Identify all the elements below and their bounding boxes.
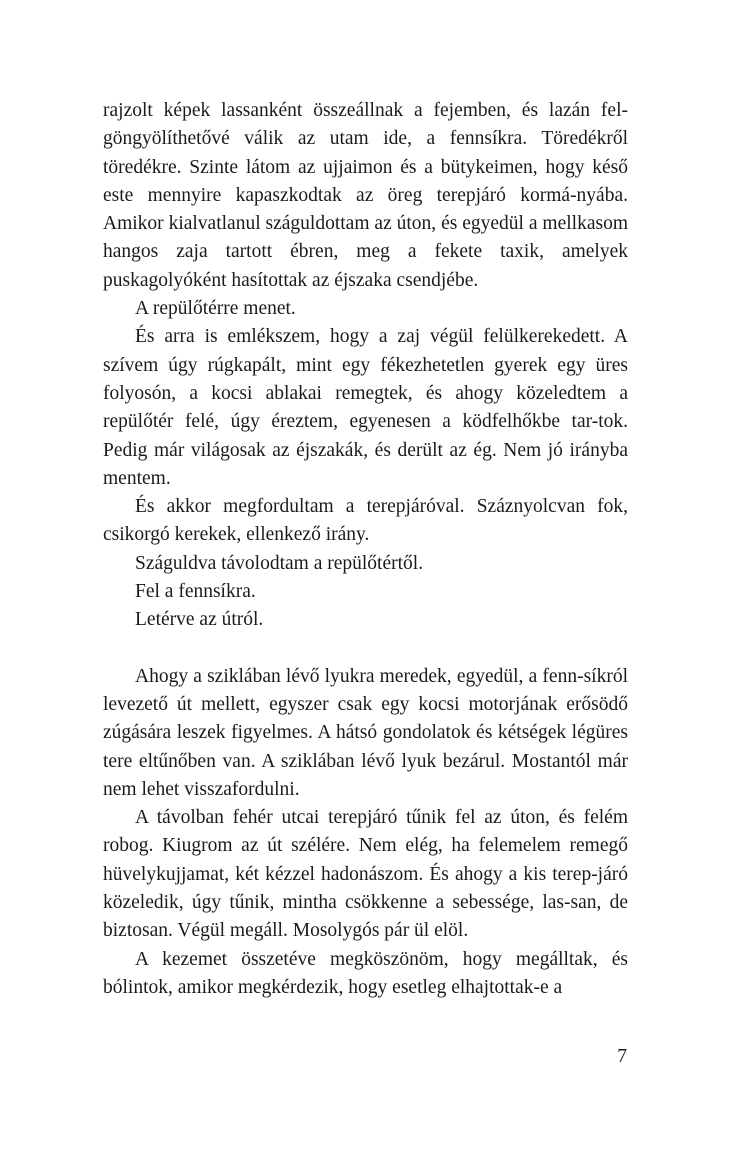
paragraph-6: Fel a fennsíkra.	[135, 581, 256, 603]
paragraph-8: Ahogy a sziklában lévő lyukra meredek, egyedül, a fenn-síkról levezető út mellett, egyszer csak egy kocsi motorjának erősödő zúgására leszek figyelmes. A hátsó gondolatok és kétségek légüres tere eltűnőben van. A sziklában lévő lyuk bezárul. Mostantól már nem lehet visszafordulni.	[103, 665, 628, 800]
page-number: 7	[617, 1046, 627, 1067]
body-text	[103, 97, 628, 1002]
paragraph-1: rajzolt képek lassanként összeállnak a fejemben, és lazán fel-göngyölíthetővé válik az utam ide, a fennsíkra. Töredékről töredékre. Szinte látom az ujjaimon és a bütykeimen, hogy késő este mennyire kapaszkodtak az öreg terepjáró kormá-nyába. Amikor kialvatlanul száguldottam az úton, és egyedül a mellkasom hangos zaja tartott ébren, meg a fekete taxik, amelyek puskagolyóként hasítottak az éjszaka csendjébe.	[103, 100, 628, 291]
paragraph-3: És arra is emlékszem, hogy a zaj végül felülkerekedett. A szívem úgy rúgkapált, mint egy fékezhetetlen gyerek egy üres folyosón, a kocsi ablakai remegtek, és ahogy közeledtem a repülőtér felé, úgy éreztem, egyenesen a ködfelhőkbe tar-tok. Pedig már világosak az éjszakák, és derült az ég. Nem jó irányba mentem.	[103, 326, 628, 489]
paragraph-5: Száguldva távolodtam a repülőtértől.	[135, 552, 424, 574]
paragraph-4: És akkor megfordultam a terepjáróval. Száznyolcvan fok, csikorgó kerekek, ellenkező irány.	[103, 496, 628, 546]
paragraph-9: A távolban fehér utcai terepjáró tűnik fel az úton, és felém robog. Kiugrom az út szélére. Nem elég, ha felemelem remegő hüvelykujjamat, két kézzel hadonászom. És ahogy a kis terep-járó közeledik, úgy tűnik, mintha csökkenne a sebessége, las-san, de biztosan. Végül megáll. Mosolygós pár ül elöl.	[103, 807, 628, 942]
paragraph-7: Letérve az útról.	[135, 609, 264, 631]
paragraph-2: A repülőtérre menet.	[135, 298, 296, 320]
paragraph-10: A kezemet összetéve megköszönöm, hogy megálltak, és bólintok, amikor megkérdezik, hogy esetleg elhajtottak-e a	[103, 948, 628, 998]
